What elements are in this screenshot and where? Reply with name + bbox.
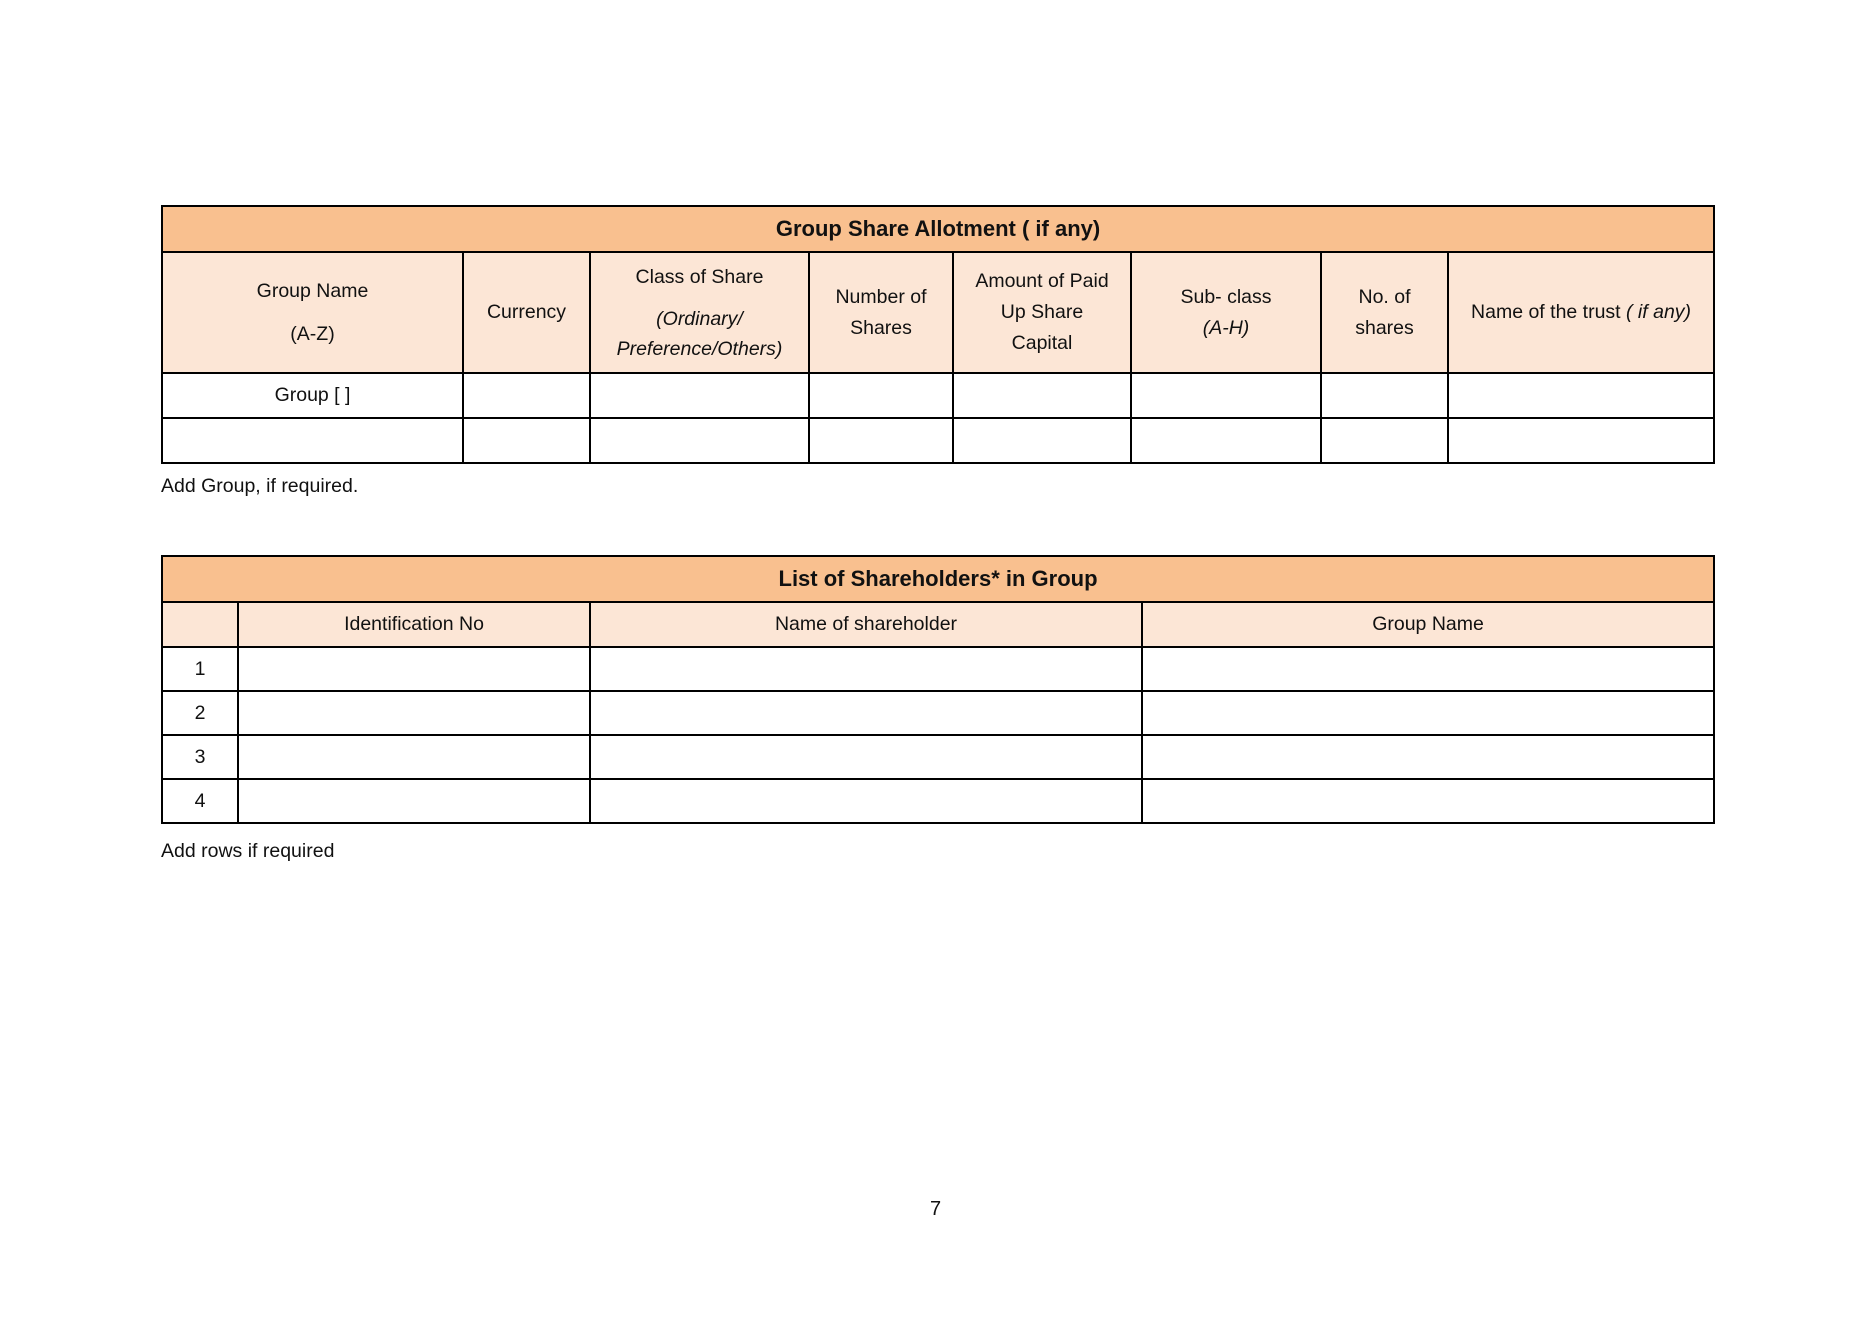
header-row-number xyxy=(162,602,238,647)
group-row xyxy=(162,373,1714,418)
group-row xyxy=(162,418,1714,463)
row-number: 1 xyxy=(162,647,238,691)
group-share-table-title: Group Share Allotment ( if any) xyxy=(162,206,1714,252)
header-trust-name-qualifier: ( if any) xyxy=(1626,301,1692,323)
currency-cell[interactable] xyxy=(463,418,590,463)
number-of-shares-cell[interactable] xyxy=(809,373,953,418)
paid-up-capital-cell[interactable] xyxy=(953,418,1131,463)
identification-no-cell[interactable] xyxy=(238,735,590,779)
header-number-of-shares xyxy=(809,252,953,373)
group-name-cell[interactable] xyxy=(162,418,463,463)
add-group-note: Add Group, if required. xyxy=(161,475,359,497)
header-currency: Currency xyxy=(463,252,590,373)
header-trust-name xyxy=(1448,252,1714,373)
trust-name-cell[interactable] xyxy=(1448,373,1714,418)
header-group-name xyxy=(162,252,463,373)
shareholder-row xyxy=(162,779,1714,823)
header-class-of-share xyxy=(590,252,809,373)
header-class-of-share-options-2: Preference/Others) xyxy=(616,337,783,360)
no-of-shares-cell[interactable] xyxy=(1321,418,1448,463)
paid-up-capital-cell[interactable] xyxy=(953,373,1131,418)
header-class-of-share-options-1: (Ordinary/ xyxy=(656,307,743,330)
shareholder-row xyxy=(162,691,1714,735)
header-number-of-shares-line1: Number of xyxy=(835,285,927,308)
header-no-of-shares-line2: shares xyxy=(1355,316,1414,339)
class-of-share-cell[interactable] xyxy=(590,418,809,463)
row-number: 2 xyxy=(162,691,238,735)
header-paid-up-capital-line3: Capital xyxy=(1011,332,1073,354)
shareholder-row xyxy=(162,735,1714,779)
trust-name-cell[interactable] xyxy=(1448,418,1714,463)
shareholder-name-cell[interactable] xyxy=(590,735,1142,779)
header-group-name-label: Group Name xyxy=(256,279,369,302)
group-name-cell[interactable] xyxy=(1142,779,1714,823)
header-paid-up-capital-line2: Up Share xyxy=(1000,301,1084,323)
group-share-allotment-table xyxy=(161,205,1715,464)
shareholder-name-cell[interactable] xyxy=(590,779,1142,823)
header-sub-class-range: (A-H) xyxy=(1202,316,1250,339)
class-of-share-cell[interactable] xyxy=(590,373,809,418)
header-shareholder-name: Name of shareholder xyxy=(590,602,1142,647)
header-no-of-shares-line1: No. of xyxy=(1358,285,1411,308)
shareholders-table xyxy=(161,555,1715,824)
shareholder-name-cell[interactable] xyxy=(590,691,1142,735)
group-name-cell[interactable] xyxy=(1142,647,1714,691)
group-name-cell[interactable] xyxy=(1142,691,1714,735)
header-paid-up-capital xyxy=(953,252,1131,373)
no-of-shares-cell[interactable] xyxy=(1321,373,1448,418)
identification-no-cell[interactable] xyxy=(238,779,590,823)
page-number: 7 xyxy=(929,1198,942,1220)
shareholder-name-cell[interactable] xyxy=(590,647,1142,691)
shareholders-table-title: List of Shareholders* in Group xyxy=(162,556,1714,602)
group-name-cell[interactable] xyxy=(1142,735,1714,779)
sub-class-cell[interactable] xyxy=(1131,418,1321,463)
number-of-shares-cell[interactable] xyxy=(809,418,953,463)
group-name-cell[interactable]: Group [ ] xyxy=(162,373,463,418)
sub-class-cell[interactable] xyxy=(1131,373,1321,418)
header-group-name: Group Name xyxy=(1142,602,1714,647)
identification-no-cell[interactable] xyxy=(238,647,590,691)
header-no-of-shares xyxy=(1321,252,1448,373)
identification-no-cell[interactable] xyxy=(238,691,590,735)
header-trust-name-label: Name of the trust xyxy=(1471,301,1627,323)
header-identification-no: Identification No xyxy=(238,602,590,647)
header-sub-class xyxy=(1131,252,1321,373)
header-class-of-share-label: Class of Share xyxy=(635,265,764,288)
row-number: 4 xyxy=(162,779,238,823)
header-paid-up-capital-line1: Amount of Paid xyxy=(975,270,1109,292)
shareholder-row xyxy=(162,647,1714,691)
currency-cell[interactable] xyxy=(463,373,590,418)
header-number-of-shares-line2: Shares xyxy=(850,316,912,339)
add-rows-note: Add rows if required xyxy=(161,840,335,862)
row-number: 3 xyxy=(162,735,238,779)
header-sub-class-label: Sub- class xyxy=(1180,285,1272,308)
header-group-name-range: (A-Z) xyxy=(290,322,335,345)
